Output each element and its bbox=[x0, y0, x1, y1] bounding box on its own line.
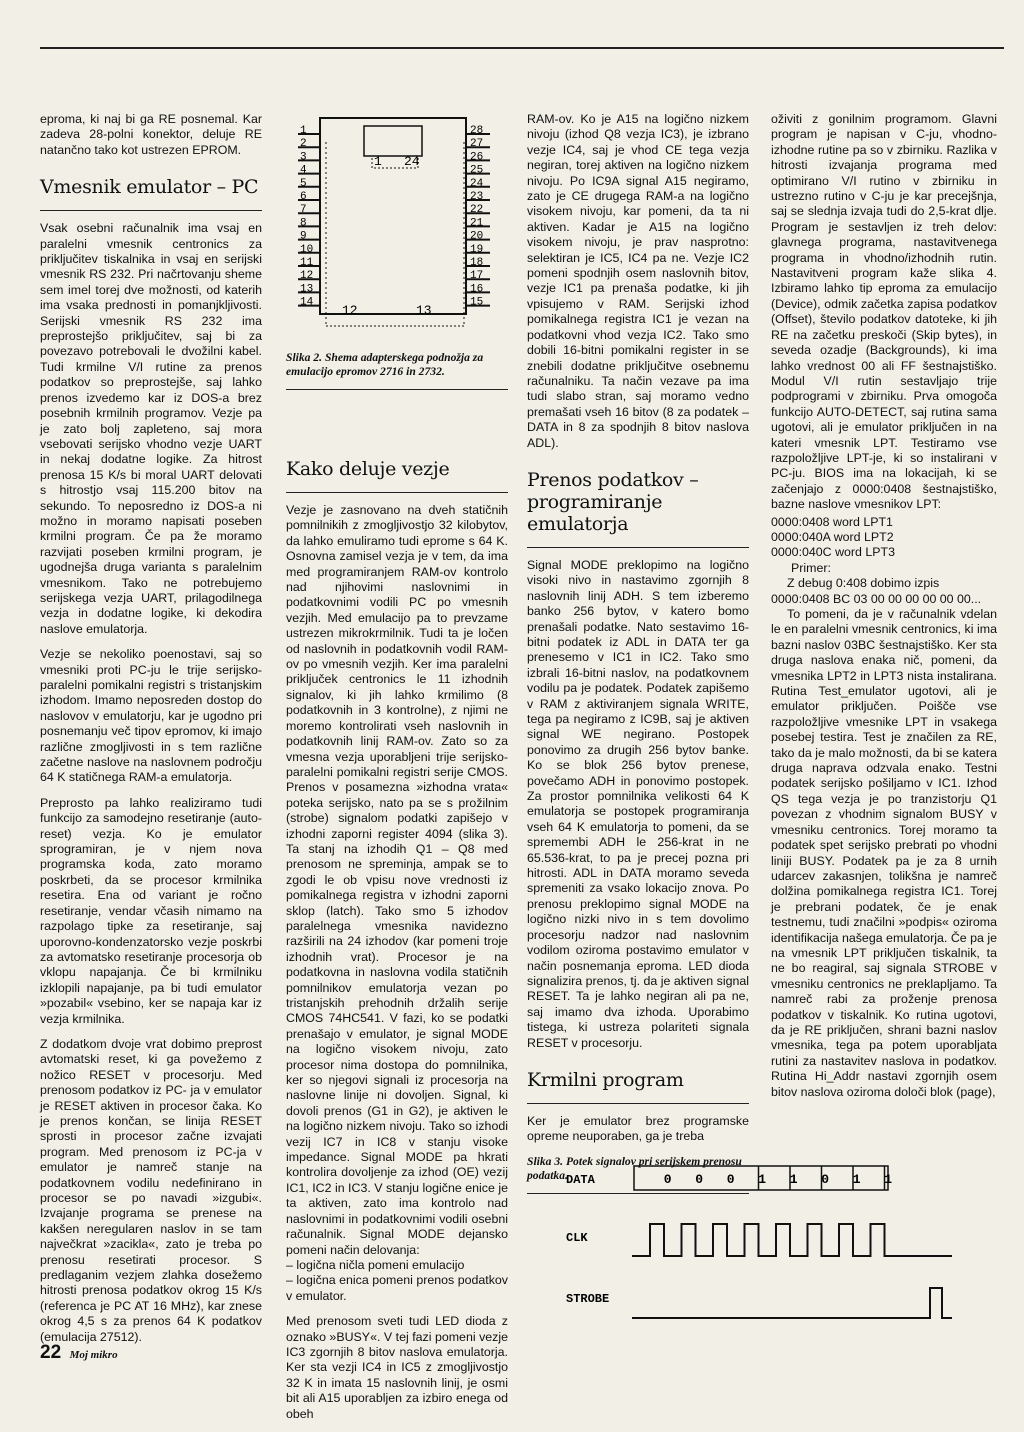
column-3 bbox=[527, 112, 749, 1202]
magazine-name: Moj mikro bbox=[69, 1349, 118, 1361]
page-number: 22 bbox=[40, 1342, 62, 1363]
pin-number-left: 3 bbox=[300, 151, 307, 164]
section-heading-interface: Vmesnik emulator – PC bbox=[40, 176, 262, 211]
paragraph: Z dodatkom dvoje vrat dobimo preprost avtomatski reset, ki ga povežemo z nožico RESET v procesorju. Med prenosom podatkov iz PC- ja v emulator je RESET aktiven in procesor čaka. Ko je prenos končan, se linija RESET sprosti in procesor začne izvajati program. Med prenosom iz PC-ja v emulator je namreč stanje na podatkovnem vodilu nedefinirano in procesor se po navadi »izgubi«. Izvajanje programa se prenese na kakšen neregularen naslov in se tam največkrat »zacikla«, zato je treba po prenosu resetirati procesor. S predlaganim vezjem zlahka dosežemo hitrosti prenosa podatkov okrog 15 K/s (referenca je PC AT 16 MHz), kar znese okrog 4,5 s za prenos 64 K podatkov (emulacija 27512). bbox=[40, 1036, 262, 1344]
inner-pin-label: 1 bbox=[374, 154, 382, 169]
timing-svg bbox=[532, 1148, 1002, 1338]
pin-number-left: 1 bbox=[300, 125, 307, 137]
paragraph: Signal MODE preklopimo na logično visoki nivo in nastavimo zgornjih 8 naslovnih linij ADH. S tem izberemo banko 256 bytov, v katero bomo prenašali podatke. Nato sestavimo 16-bitni podatek iz ADL in DATA ter ga prenesemo v IC1 in IC2. Tako smo izbrali 16-bitni naslov, na podatkovnem vodilu pa je podatek. Podatek zapišemo v RAM z aktiviranjem signala WRITE, tega pa negiramo z IC9B, saj je aktiven signal WE negirano. Postopek ponovimo za drugih 256 bytov banke. Ko se blok 256 bytov prenese, povečamo ADH in ponovimo postopek. Za prostor pomnilnika velikosti 64 K emulatorja se postopek programiranja vseh 64 K emulatorja to pomeni, da se spremembi ADH le 256-krat in ne 65.536-krat, to pa je precej pozna pri hitrosti. ADL in DATA moramo seveda spremeniti za vsako lokacijo znova. Po prenosu preklopimo signal MODE na logično nizki nivo in s tem dovolimo procesorju nadzor nad naslovnim vodilom oziroma postavimo emulator v način posnemanja eproma. LED dioda signalizira prenos, tj. da je aktiven signal RESET. Ta je lahko negiran ali pa ne, saj imamo dva izhoda. Uporabimo tistega, ki ustreza polariteti signala RESET v procesorju. bbox=[527, 557, 749, 1050]
pin-number-right: 15 bbox=[470, 296, 484, 309]
pin-number-right: 26 bbox=[470, 151, 484, 164]
pin-number-left: 12 bbox=[300, 270, 314, 283]
clk-signal-label: CLK bbox=[566, 1231, 588, 1245]
data-signal-label: DATA bbox=[566, 1173, 595, 1187]
section-heading-data-transfer: Prenos podatkov – programiranje emulatorja bbox=[527, 469, 749, 548]
paragraph: eproma, ki naj bi ga RE posnemal. Kar zadeva 28-polni konektor, deluje RE natančno tako kot ustrezen EPROM. bbox=[40, 112, 262, 157]
pin-number-right: 18 bbox=[470, 257, 484, 269]
pin-number-left: 2 bbox=[300, 138, 307, 151]
data-bit: 1 bbox=[789, 1172, 798, 1187]
figure-3-caption: Slika 3. Potek signalov pri serijskem prenosu podatka. bbox=[527, 1155, 749, 1194]
column-1 bbox=[40, 112, 262, 1355]
paragraph: RAM-ov. Ko je A15 na logično nizkem nivoju (izhod Q8 vezja IC3), je izbrano vezje IC4, saj je vhod CE tega vezja negiran, torej aktiven na logično nizkem nivoju. Po IC9A signal A15 negiramo, zato je CE drugega RAM-a na logično visokem nivoju, kar pomeni, da ta ni aktiven. Kadar je A15 na logično visokem nivoju, je prav nasprotno: selektiran je IC5, IC4 pa ne. Vezje IC2 pomeni spodnjih osem naslovnih bitov, vezje IC1 pa prenaša podatke, ki jih vpisujemo v RAM. Serijski izhod pomikalnega registra IC1 je vezan na podatkovni vhod vezja IC2. Tako smo dobili 16-bitni pomikalni register in se znebili dodatne priključitve osebnemu računalniku. Ta način vezave pa ima tudi slabo stran, saj moramo vedno premašati vseh 16 bitov (8 za podatek – DATA in 8 za spodnjih 8 bitov naslova ADL). bbox=[527, 112, 749, 450]
pin-number-right: 24 bbox=[470, 177, 484, 190]
paragraph: Preprosto pa lahko realiziramo tudi funkcijo za samodejno resetiranje (auto-reset) vezja. Ko je emulator sprogramiran, je v njem nova programska koda, zato moramo poskrbeti, da se procesor krmilnika resetira. Ena od variant je ročno resetiranje, vendar včasih nimamo na razpolago tipke za resetiranje, saj uporovno-kondenzatorsko vezje poskrbi za avtomatsko resetiranje procesorja ob vklopu napajanja. Če bi krmilniku izklopili napajanje, pa bi tudi emulator »pozabil« vsebino, ker se napaja kar iz vezja krmilnika. bbox=[40, 795, 262, 1026]
data-bit: 0 bbox=[663, 1172, 672, 1187]
code-line: Z debug 0:408 dobimo izpis bbox=[787, 576, 940, 591]
code-line: 0000:040C word LPT3 bbox=[771, 545, 895, 560]
pin-number-left: 9 bbox=[300, 230, 307, 243]
paragraph: Vsak osebni računalnik ima vsaj en paralelni vmesnik centronics za priključitev tiskalnika in vsaj en serijski vmesnik RS 232. Pri načrtovanju sheme sem imel torej dve možnosti, od katerih ima vsaka prednosti in pomanjkljivosti. Serijski vmesnik RS 232 ima preprostejšo priključitev, saj bi za povezavo potrebovali le dvožilni kabel. Tudi krmilne V/I rutine za prenos podatkov so preprostejše, saj lahko prenos izvedemo kar iz DOS-a brez posebnih krmilnih programov. Vezje pa je zato bolj zapleteno, saj mora vsebovati serijsko vhodno vezje UART in nekaj dodatne logike. Za hitrost prenosa 15 K/s bi moral UART delovati s hitrostjo vsaj 115.200 bitov na sekundo. To neposredno iz DOS-a ni možno in moramo napisati poseben krmilni program. Če pa že moramo razvijati poseben krmilni program, je ugodnejša druga varianta s paralelnim vmesnikom. Tako ne potrebujemo serijskega vezja UART, prilagodilnega vezja in dodatne logike, ki dekodira naslove emulatorja. bbox=[40, 221, 262, 636]
data-bit: 1 bbox=[852, 1172, 861, 1187]
strobe-signal-label: STROBE bbox=[566, 1292, 610, 1306]
pin-number-right: 22 bbox=[470, 204, 484, 217]
section-heading-how-it-works: Kako deluje vezje bbox=[286, 458, 508, 493]
pin-number-right: 16 bbox=[470, 283, 484, 296]
pin-number-right: 19 bbox=[470, 243, 484, 256]
strobe-waveform bbox=[632, 1288, 952, 1318]
paragraph: Med prenosom sveti tudi LED dioda z oznako »BUSY«. V tej fazi pomeni vezje IC3 zgornjih 8 bitov naslova emulatorja. Ker sta vezji IC4 in IC5 z zmogljivostjo 32 K in imata 15 naslovnih linij, je osmi bit ali A15 uporabljen za izbiro enega od obeh bbox=[286, 1314, 508, 1421]
pin-number-right: 17 bbox=[470, 270, 484, 283]
chip-notch bbox=[364, 126, 422, 156]
figure-2 bbox=[286, 112, 508, 398]
figure-2-caption: Slika 2. Shema adapterskega podnožja za emulacijo epromov 2716 in 2732. bbox=[286, 351, 508, 390]
pin-number-right: 21 bbox=[470, 217, 484, 230]
pin-number-left: 13 bbox=[300, 283, 314, 296]
page-footer bbox=[40, 1342, 118, 1364]
list-item: – logična enica pomeni prenos podatkov v emulator. bbox=[286, 1273, 508, 1303]
column-4 bbox=[771, 112, 997, 1110]
inner-pin-label: 13 bbox=[416, 303, 432, 318]
section-heading-control-program: Krmilni program bbox=[527, 1069, 749, 1104]
pin-number-left: 14 bbox=[300, 296, 314, 309]
inner-pin-label: 24 bbox=[404, 154, 420, 169]
example-label: Primer: bbox=[791, 560, 831, 575]
adapter-socket-schematic bbox=[286, 112, 508, 340]
chip-outline bbox=[320, 118, 466, 314]
data-bit: 0 bbox=[726, 1172, 735, 1187]
top-rule bbox=[40, 47, 1004, 49]
pin-number-left: 10 bbox=[300, 243, 314, 256]
pin-number-left: 11 bbox=[300, 257, 314, 269]
pin-number-left: 6 bbox=[300, 191, 307, 203]
pin-number-right: 27 bbox=[470, 138, 484, 151]
paragraph: oživiti z gonilnim programom. Glavni program je napisan v C-ju, vhodno- izhodne rutine pa so v zbirniku. Razlika v hitrosti izvajanja programa med optimirano V/I rutino v zbirniku in ustrezno rutino v C-ju je kar precejšnja, saj se slednja izvaja tudi do 2,5-krat dlje. Program je sestavljen iz treh delov: glavnega programa, nastavitvenega programa in vhodno/izhodnih rutin. Nastavitveni program kaže slika 4. Izbiramo lahko tip eproma za emulacijo (Device), odmik začetka zapisa podatkov (Offset), število podatkov datoteke, ki jih RE na začetku preskoči (Skip bytes), in seveda ozadje (Backgrounds), ki ima lahko vrednost 00 ali FF šestnajstiško. Modul V/I rutin sestavljajo trije podprogrami v zbirniku. Prva omogoča funkcijo AUTO-DETECT, saj rutina sama ugotovi, ali je emulator priključen in na kateri vmesnik LPT. Testiramo vse razpoložljive LPT-je, ki so instalirani v PC-ju. BIOS ima na lokacijah, ki se začenjajo z 0000:0408 šestnajstiško, bazne naslove vmesnikov LPT: bbox=[771, 112, 997, 512]
pin-number-left: 8 bbox=[300, 217, 307, 230]
data-bit: 1 bbox=[758, 1172, 767, 1187]
paragraph: Vezje se nekoliko poenostavi, saj so vmesniki proti PC-ju le trije serijsko-paralelni pomikalni registri s tristanjskim izhodom. Imamo neposreden dostop do naslovov v emulatorju, kar je ugodno pri posnemanju več tipov epromov, ki imajo različne zmogljivosti in s tem različne začetne naslove na naslovnem področju 64 K statičnega RAM-a emulatorja. bbox=[40, 647, 262, 785]
list-item: – logična ničla pomeni emulacijo bbox=[286, 1257, 465, 1272]
pin-number-right: 23 bbox=[470, 191, 484, 203]
code-line: 0000:0408 word LPT1 bbox=[771, 514, 893, 529]
data-bit: 1 bbox=[884, 1172, 893, 1187]
paragraph: Ker je emulator brez programske opreme neuporaben, ga je treba bbox=[527, 1113, 749, 1144]
pin-number-right: 25 bbox=[470, 164, 484, 177]
inner-pin-label: 12 bbox=[342, 303, 358, 318]
paragraph: To pomeni, da je v računalnik vdelan le en paralelni vmesnik centronics, ki ima bazni naslov 03BC šestnajstiško. Ker sta druga naslova enaka nič, pomeni, da vmesnika LPT2 in LPT3 nista instalirana. Rutina Test_emulator ugotovi, ali je emulator priključen. Poišče vse razpoložljive vmesnike LPT in vsakega posebej testira. Test je značilen za RE, tako da je malo možnosti, da bi se katera druga naprava odzvala enako. Testni podatek serijsko pošiljamo v IC1. Izhod QS tega vezja je po tranzistorju Q1 povezan z vhodnim signalom BUSY v vmesniku centronics. Torej moramo ta podatek spet serijsko prebrati po vhodni liniji BUSY. Podatek pa je za 8 urnih udarcev zakasnjen, tolikšna je namreč dolžina pomikalnega registra IC1. Torej je prebrani podatek, če je enak testnemu, tudi značilni »podpis« oziroma identifikacija našega emulatorja. Če pa je na vmesnik LPT priključen tiskalnik, ta ne bo reagiral, saj signala STROBE v vmesniku centronics ne preklapljamo. Ta namreč rabi za proženje prenosa podatkov v tiskalnik. Ko rutina ugotovi, da je RE priključen, shrani bazni naslov vmesnika, tega pa potem uporabljata rutini za nastavitev naslova in podatkov. Rutina Hi_Addr nastavi zgornjih osem bitov naslova oziroma določi blok (page), bbox=[771, 607, 997, 1099]
data-signal-row bbox=[634, 1166, 892, 1190]
column-2 bbox=[286, 458, 508, 1432]
data-bit: 0 bbox=[821, 1172, 830, 1187]
pin-number-right: 28 bbox=[470, 125, 484, 137]
pin-number-left: 4 bbox=[300, 164, 307, 177]
code-line: 0000:0408 BC 03 00 00 00 00 00 00... bbox=[771, 591, 982, 606]
pin-number-left: 5 bbox=[300, 177, 307, 190]
code-line: 0000:040A word LPT2 bbox=[771, 529, 894, 544]
clk-waveform bbox=[632, 1224, 952, 1256]
figure-3-timing-diagram bbox=[532, 1148, 1002, 1338]
paragraph: Vezje je zasnovano na dveh statičnih pomnilnikih z zmogljivostjo 32 kilobytov, da lahko emuliramo tudi eprome s 64 K. Osnovna zamisel vezja je v tem, da ima med programiranjem RAM-ov kontrolo nad njihovimi naslovnimi in podatkovnimi vodili PC po vmesnih vezjih. Med emulacijo pa to prevzame ustrezen mikrokrmilnik. Tudi ta je ločen od naslovnih in podatkovnih vodil RAM-ov po vmesnih vezjih. Ker ima paralelni priključek centronics le 11 izhodnih signalov, ki jih lahko krmilimo (8 podatkovnih in 3 kontrolne), z njimi ne moremo kontrolirati vseh naslovnih in podatkovnih linij RAM-ov. Zato so za vmesna vezja uporabljeni trije serijsko-paralelni pomikalni registri serije CMOS. Prenos v posamezna »izhodna vrata« poteka serijsko, nato pa se s prožilnim (strobe) signalom podatki zapišejo v izhodni zaporni register 4094 (slika 3). Ta stanj na izhodih Q1 – Q8 med prenosom ne spreminja, ampak se to zgodi le ob vpisu nove vrednosti iz pomikalnega registra v izhodni zaporni sklop (latch). Tako smo 5 izhodov paralelnega vmesnika navidezno razširili na 24 izhodov (kar pomeni troje izhodnih vrat). Procesor je na podatkovna in naslovna vodila statičnih pomnilnikov emulatorja vezan po tristanjskih prehodnih držalih serije CMOS 74HC541. V fazi, ko se podatki prenašajo v emulator, je signal MODE na logično visokem nivoju, zato procesor nima dostopa do pomnilnika, ker so njegovi signali iz procesorja na naslovne linije ni dovoljen. Signal, ki dovoli prenos (G1 in G2), je aktiven le na logično nizkem nivoju. Tako so izhodi vezij IC7 in IC8 v stanju visoke impedance. Signal MODE pa hkrati kontrolira dovoljenje za izhod (OE) vezij IC1, IC2 in IC3. V stanju logične enice je ta aktiven, zato ima kontrolo nad naslovnimi in podatkovnimi vodili osebni računalnik. Signal MODE dejansko pomeni način delovanja: bbox=[286, 503, 508, 1257]
data-bit: 0 bbox=[695, 1172, 704, 1187]
pin-number-right: 20 bbox=[470, 230, 484, 243]
pin-number-left: 7 bbox=[300, 204, 307, 217]
